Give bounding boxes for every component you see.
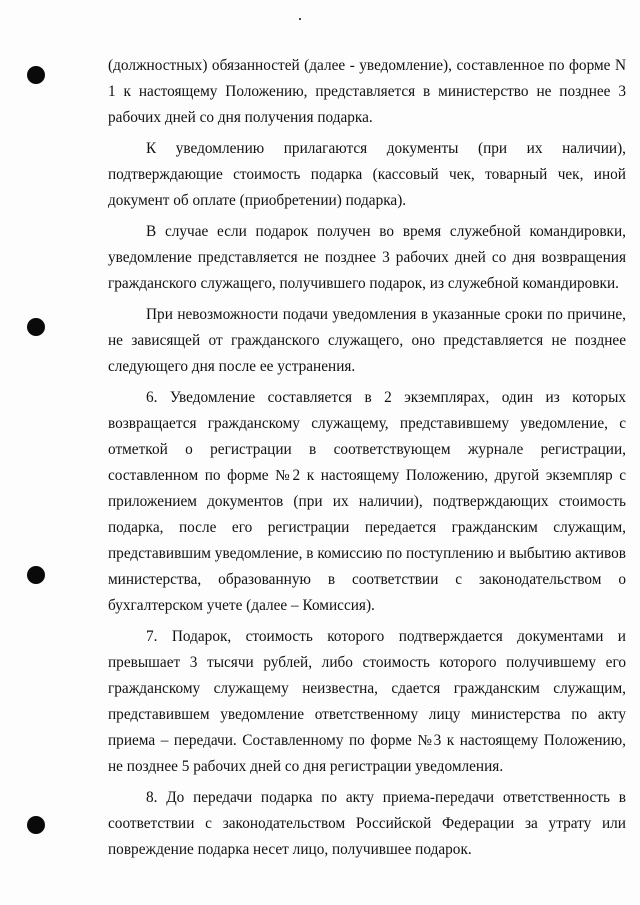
scan-speck <box>299 18 301 20</box>
paragraph-attached-documents: К уведомлению прилагаются документы (при их наличии), подтверждающие стоимость подарка (кассовый чек, товарный чек, иной документ об оплате (приобретении) подарка). <box>108 140 626 209</box>
paragraph-item-7: 7. Подарок, стоимость которого подтверждается документами и превышает 3 тысячи рублей, либо стоимость которого получившему его гражданскому служащему неизвестна, сдается гражданским служащим, представившем уведомление ответственному лицу министерства по акту приема – передачи. Составленному по форме №3 к настоящему Положению, не позднее 5 рабочих дней со дня регистрации уведомления. <box>108 628 626 775</box>
punch-hole-1 <box>27 66 45 84</box>
punch-hole-2 <box>27 318 45 336</box>
document-body <box>108 53 626 863</box>
paragraph-item-6: 6. Уведомление составляется в 2 экземплярах, один из которых возвращается гражданскому служащему, представившему уведомление, с отметкой о регистрации в соответствующем журнале регистрации, составленном по форме №2 к настоящему Положению, другой экземпляр с приложением документов (при их наличии), подтверждающих стоимость подарка, после его регистрации передается гражданским служащим, представившим уведомление, в комиссию по поступлению и выбытию активов министерства, образованную в соответствии с законодательством о бухгалтерском учете (далее – Комиссия). <box>108 389 626 614</box>
paragraph-business-trip: В случае если подарок получен во время служебной командировки, уведомление представляется не позднее 3 рабочих дней со дня возвращения гражданского служащего, получившего подарок, из служебной командировки. <box>108 223 626 292</box>
paragraph-impossibility: При невозможности подачи уведомления в указанные сроки по причине, не зависящей от гражданского служащего, оно представляется не позднее следующего дня после ее устранения. <box>108 306 626 375</box>
punch-hole-3 <box>27 566 45 584</box>
punch-hole-4 <box>27 816 45 834</box>
paragraph-item-8: 8. До передачи подарка по акту приема-передачи ответственность в соответствии с законодательством Российской Федерации за утрату или повреждение подарка несет лицо, получившее подарок. <box>108 789 626 858</box>
paragraph-notification-continuation: (должностных) обязанностей (далее - уведомление), составленное по форме N 1 к настоящему Положению, представляется в министерство не позднее 3 рабочих дней со дня получения подарка. <box>108 57 626 126</box>
